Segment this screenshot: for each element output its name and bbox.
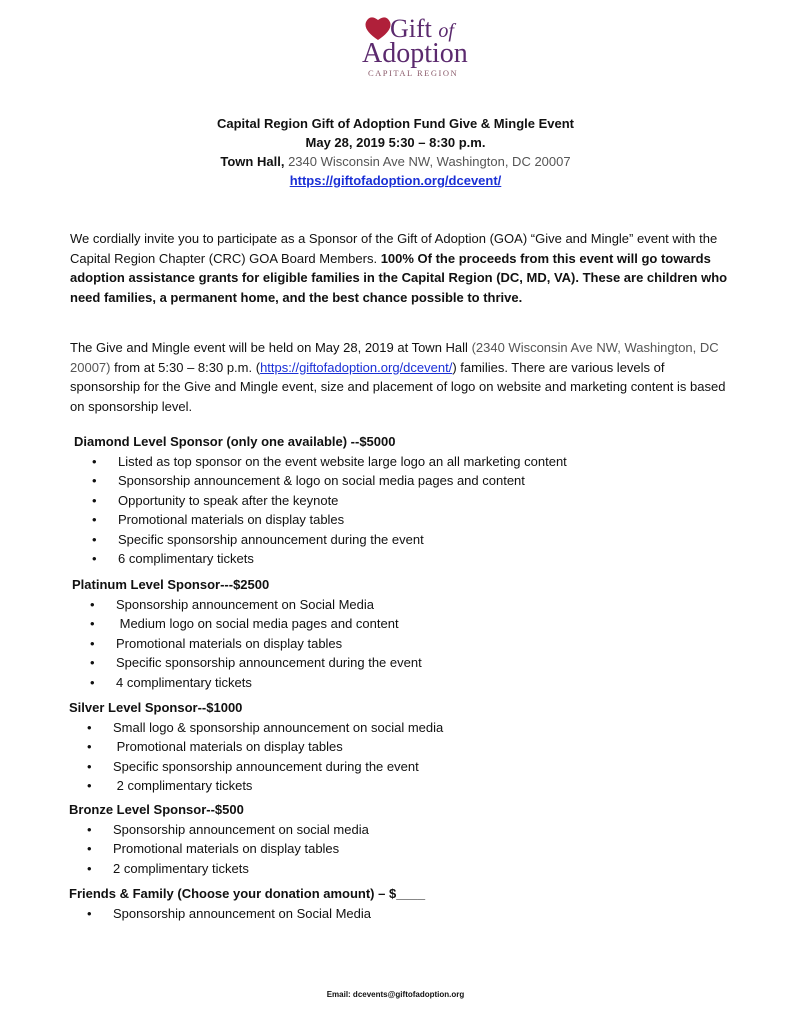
benefit-item: [74, 530, 734, 550]
details-url-link[interactable]: https://giftofadoption.org/dcevent/: [260, 359, 453, 375]
bullet-icon: •: [90, 596, 95, 612]
bullet-icon: •: [90, 674, 95, 690]
details-text-3: ) families. There are various levels of sponsorship for the Give and Mingle event, size and placement of logo on website and marketing content is based on sponsorship level.: [70, 359, 726, 414]
bullet-icon: •: [87, 841, 92, 856]
benefit-text: Promotional materials on display tables: [113, 841, 340, 856]
benefit-text: 4 complimentary tickets: [116, 674, 252, 690]
benefit-item: [72, 595, 732, 615]
benefit-item: [74, 491, 734, 511]
benefit-text: Medium logo on social media pages and content: [116, 616, 399, 631]
benefit-text: Sponsorship announcement on social media: [113, 821, 369, 837]
benefit-text: Specific sponsorship announcement during the event: [118, 531, 424, 547]
benefit-text: Promotional materials on display tables: [116, 635, 343, 651]
bullet-icon: •: [87, 758, 92, 774]
bullet-icon: •: [92, 453, 97, 469]
benefit-item: [69, 776, 729, 796]
benefits-list: [74, 452, 734, 569]
benefit-text: Promotional materials on display tables: [118, 512, 345, 527]
sponsor-level-title: Friends & Family (Choose your donation amount) – $____: [69, 886, 426, 901]
benefit-text: Sponsorship announcement on Social Media: [116, 596, 375, 612]
logo-graphic: [356, 10, 496, 80]
benefit-item: [74, 471, 734, 491]
event-date: May 28, 2019 5:30 – 8:30 p.m.: [305, 135, 486, 150]
benefits-list: [69, 718, 729, 796]
benefit-item: [74, 549, 734, 569]
benefit-item: [74, 452, 734, 472]
benefits-list: [72, 595, 732, 693]
bullet-icon: •: [92, 551, 97, 566]
bullet-icon: •: [92, 512, 97, 527]
event-location: [0, 152, 791, 171]
sponsor-level-title: Silver Level Sponsor--$1000: [69, 700, 243, 715]
bullet-icon: •: [87, 739, 92, 754]
bullet-icon: •: [90, 655, 95, 670]
intro-paragraph: [70, 229, 730, 307]
intro-text: We cordially invite you to participate as a Sponsor of the Gift of Adoption (GOA) “Give and Mingle” event with the Capital Region Chapter (CRC) GOA Board Members.: [70, 231, 718, 266]
bullet-icon: •: [87, 719, 92, 735]
benefits-list: [69, 820, 729, 879]
details-text-2: from at 5:30 – 8:30 p.m. (: [110, 359, 261, 375]
benefit-item: [69, 859, 729, 879]
benefit-item: [72, 614, 732, 634]
sponsor-level-diamond: [74, 432, 734, 569]
footer-email: Email: dcevents@giftofadoption.org: [326, 990, 465, 999]
benefit-text: Specific sponsorship announcement during the event: [113, 758, 419, 774]
details-address: (2340 Wisconsin Ave NW, Washington, DC 20007): [70, 340, 719, 375]
details-paragraph: [70, 338, 730, 416]
sponsor-level-bronze: [69, 800, 729, 878]
benefit-text: Small logo & sponsorship announcement on social media: [113, 719, 444, 735]
benefit-item: [74, 510, 734, 530]
benefits-list: [69, 904, 729, 924]
sponsor-level-friends-family: [69, 884, 729, 923]
svg-text:Adoption: Adoption: [362, 38, 468, 69]
bullet-icon: •: [87, 821, 92, 837]
benefit-text: Sponsorship announcement on Social Media: [113, 905, 372, 921]
details-text-1: The Give and Mingle event will be held on May 28, 2019 at Town Hall: [70, 340, 468, 355]
benefit-item: [72, 673, 732, 693]
bullet-icon: •: [92, 531, 97, 547]
event-url-link[interactable]: https://giftofadoption.org/dcevent/: [289, 173, 502, 188]
sponsor-level-silver: [69, 698, 729, 796]
bullet-icon: •: [92, 492, 97, 508]
benefit-text: 2 complimentary tickets: [113, 860, 249, 876]
benefit-text: Listed as top sponsor on the event website large logo an all marketing content: [118, 453, 567, 469]
bullet-icon: •: [90, 616, 95, 631]
benefit-text: 6 complimentary tickets: [118, 551, 254, 566]
sponsor-level-title: Diamond Level Sponsor (only one available) --$5000: [74, 434, 396, 449]
gift-of-adoption-logo: [356, 10, 496, 80]
benefit-item: [72, 653, 732, 673]
benefit-text: Promotional materials on display tables: [113, 739, 343, 754]
benefit-text: Specific sponsorship announcement during the event: [116, 655, 422, 670]
benefit-item: [69, 757, 729, 777]
heart-icon: [366, 17, 391, 40]
sponsor-level-title: Platinum Level Sponsor---$2500: [72, 577, 270, 592]
benefit-text: Opportunity to speak after the keynote: [118, 492, 339, 508]
benefit-item: [69, 718, 729, 738]
svg-text:CAPITAL REGION: CAPITAL REGION: [368, 68, 459, 78]
benefit-item: [69, 839, 729, 859]
sponsor-level-platinum: [72, 575, 732, 692]
svg-text:Gift of: Gift of: [390, 14, 454, 43]
benefit-item: [72, 634, 732, 654]
bullet-icon: •: [92, 473, 97, 488]
benefit-text: Sponsorship announcement & logo on social media pages and content: [118, 473, 525, 488]
bullet-icon: •: [90, 635, 95, 651]
benefit-item: [69, 737, 729, 757]
venue-name: Town Hall,: [220, 154, 285, 169]
benefit-item: [69, 820, 729, 840]
sponsor-level-title: Bronze Level Sponsor--$500: [69, 802, 244, 817]
bullet-icon: •: [87, 905, 92, 921]
benefit-text: 2 complimentary tickets: [113, 778, 253, 793]
venue-address: 2340 Wisconsin Ave NW, Washington, DC 20007: [288, 154, 571, 169]
bullet-icon: •: [87, 778, 92, 793]
intro-bold-text: 100% Of the proceeds from this event will go towards adoption assistance grants for eligible families in the Capital Region (DC, MD, VA). These are children who need families, a permanent home, and the best chance possible to thrive.: [70, 250, 728, 305]
bullet-icon: •: [87, 860, 92, 876]
event-header: [0, 114, 791, 190]
benefit-item: [69, 904, 729, 924]
event-title: Capital Region Gift of Adoption Fund Give & Mingle Event: [216, 116, 574, 131]
